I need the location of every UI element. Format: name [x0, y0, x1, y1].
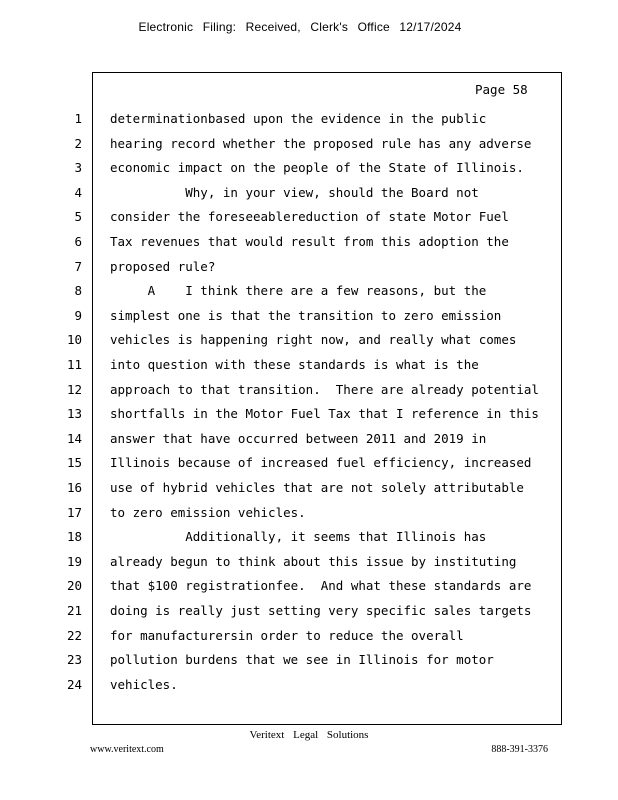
line-number: 19 — [66, 553, 82, 569]
line-text: consider the foreseeablereduction of state Motor Fuel — [110, 209, 509, 225]
line-text: simplest one is that the transition to zero emission — [110, 307, 502, 323]
line-number: 2 — [74, 135, 82, 151]
footer-company: Veritext Legal Solutions — [249, 729, 369, 741]
line-text: Illinois because of increased fuel efficiency, increased — [110, 455, 532, 471]
line-number: 15 — [66, 455, 82, 471]
line-number: 23 — [66, 652, 82, 668]
line-text: into question with these standards is what is the — [110, 357, 479, 372]
line-text: Why, in your view, should the Board not — [110, 184, 479, 200]
line-number: 10 — [66, 332, 82, 348]
line-text: for manufacturersin order to reduce the overall — [110, 627, 464, 643]
line-text: Tax revenues that would result from this adoption the — [110, 234, 509, 249]
line-text: that $100 registrationfee. And what these standards are — [110, 578, 532, 594]
line-text: vehicles. — [110, 676, 178, 692]
line-number: 3 — [74, 160, 82, 176]
line-text: approach to that transition. There are already potential — [110, 381, 539, 397]
footer-phone: 888-391-3376 — [491, 744, 548, 755]
line-text: pollution burdens that we see in Illinois for motor — [110, 652, 494, 668]
line-number: 8 — [74, 283, 82, 299]
line-number: 13 — [66, 406, 82, 422]
line-number: 9 — [74, 307, 82, 323]
line-text: use of hybrid vehicles that are not solely attributable — [110, 480, 524, 495]
line-text: Additionally, it seems that Illinois has — [110, 529, 487, 545]
filing-header: Electronic Filing: Received, Clerk's Office 12/17/2024 — [138, 20, 462, 34]
line-number: 7 — [74, 258, 82, 274]
footer-website: www.veritext.com — [90, 744, 164, 755]
line-number: 5 — [74, 209, 82, 225]
line-text: shortfalls in the Motor Fuel Tax that I reference in this — [110, 406, 539, 422]
page-number: Page 58 — [475, 82, 528, 97]
line-number: 4 — [74, 184, 82, 200]
line-number: 6 — [74, 234, 82, 249]
line-text: already begun to think about this issue by instituting — [110, 553, 517, 569]
line-text: answer that have occurred between 2011 and 2019 in — [110, 430, 487, 446]
line-text: hearing record whether the proposed rule has any adverse — [110, 135, 532, 151]
line-number: 18 — [66, 529, 82, 545]
line-number: 14 — [66, 430, 82, 446]
line-text: proposed rule? — [110, 258, 216, 274]
line-text: doing is really just setting very specific sales targets — [110, 603, 532, 618]
line-number: 20 — [66, 578, 82, 594]
line-text: determinationbased upon the evidence in the public — [110, 111, 487, 126]
line-number: 16 — [66, 480, 82, 495]
line-text: economic impact on the people of the State of Illinois. — [110, 160, 524, 176]
line-number: 22 — [66, 627, 82, 643]
line-number: 21 — [66, 603, 82, 618]
line-number: 17 — [66, 504, 82, 520]
line-number: 1 — [74, 111, 82, 126]
line-number: 12 — [66, 381, 82, 397]
line-number: 24 — [66, 676, 82, 692]
line-number: 11 — [66, 357, 82, 372]
line-text: A I think there are a few reasons, but the — [110, 283, 487, 299]
line-text: vehicles is happening right now, and really what comes — [110, 332, 517, 348]
line-text: to zero emission vehicles. — [110, 504, 306, 520]
